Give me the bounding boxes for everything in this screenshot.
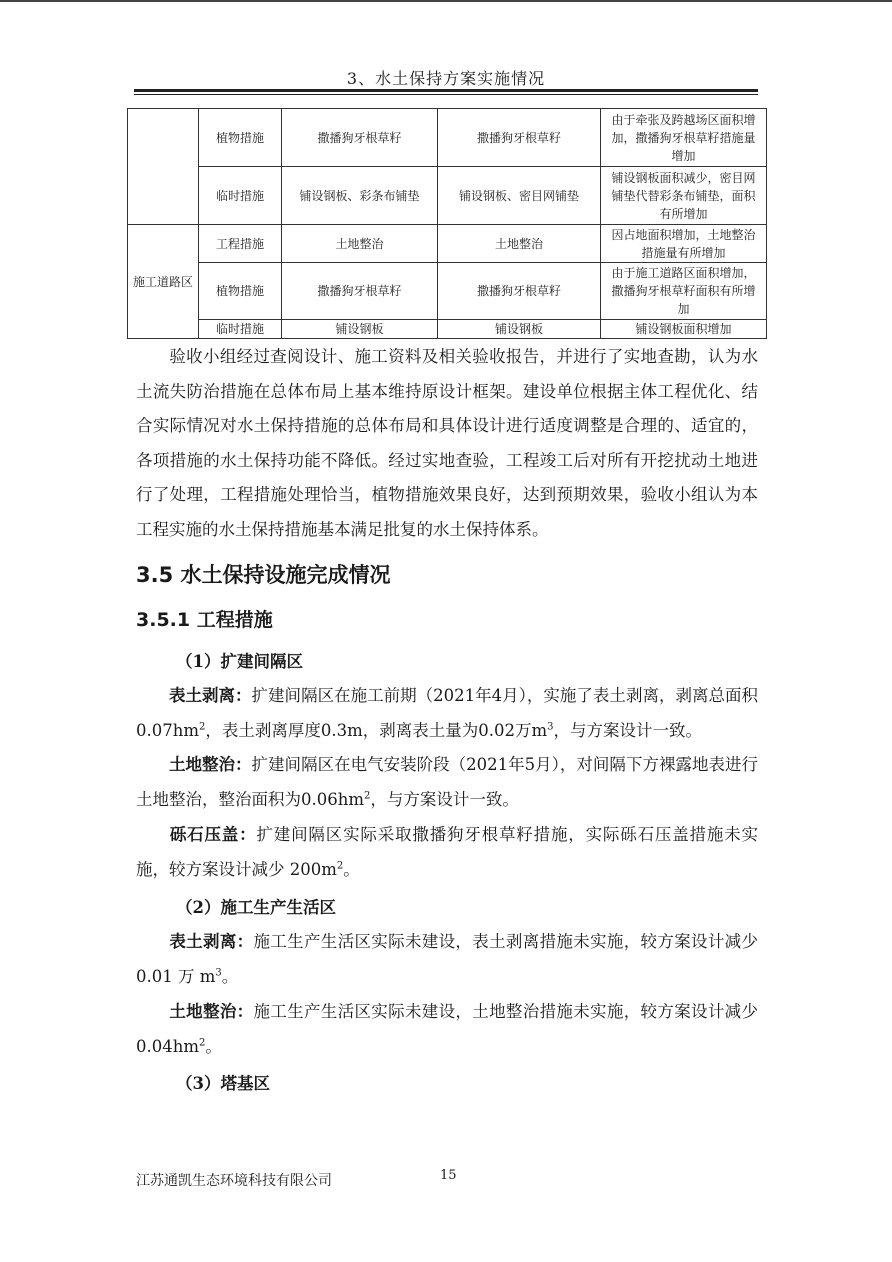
section-heading-3-5: 3.5 水土保持设施完成情况 bbox=[136, 563, 391, 587]
paragraph-text: ，与方案设计一致。 bbox=[553, 720, 703, 740]
table-cell-plan: 铺设钢板、彩条布铺垫 bbox=[282, 167, 438, 225]
table-cell-note: 铺设钢板面积增加 bbox=[601, 320, 767, 339]
superscript: 2 bbox=[199, 721, 206, 733]
table-cell-note: 铺设钢板面积减少，密目网铺垫代替彩条布铺垫，面积有所增加 bbox=[601, 167, 767, 225]
subsection-heading: （1）扩建间隔区 bbox=[176, 652, 303, 671]
subsection-heading: （3）塔基区 bbox=[176, 1074, 270, 1093]
footer-company: 江苏通凯生态环境科技有限公司 bbox=[136, 1173, 332, 1189]
paragraph-label: 表土剥离： bbox=[169, 932, 254, 951]
table-cell-type: 临时措施 bbox=[199, 167, 282, 225]
measures-comparison-table bbox=[127, 108, 767, 339]
topsoil-stripping-paragraph bbox=[136, 925, 758, 994]
paragraph-label: 砾石压盖： bbox=[169, 825, 257, 844]
table-cell-type: 工程措施 bbox=[199, 225, 282, 263]
table-cell-actual: 铺设钢板 bbox=[438, 320, 601, 339]
table-row bbox=[128, 320, 767, 339]
superscript: 2 bbox=[336, 860, 344, 872]
table-row bbox=[128, 263, 767, 320]
section-heading-3-5-1: 3.5.1 工程措施 bbox=[136, 609, 273, 631]
page-number: 15 bbox=[440, 1168, 457, 1183]
table-cell-actual: 铺设钢板、密目网铺垫 bbox=[438, 167, 601, 225]
paragraph-label: 土地整治： bbox=[169, 755, 252, 774]
paragraph-text: 施工生产生活区实际未建设，表土剥离措施未实施，较方案设计减少 0.01 万 m bbox=[136, 932, 759, 986]
table-cell-note: 由于施工道路区面积增加，撒播狗牙根草籽面积有所增加 bbox=[601, 263, 767, 320]
table-cell-note: 由于牵张及跨越场区面积增加，撒播狗牙根草籽措施量增加 bbox=[601, 109, 767, 167]
table-cell-actual: 土地整治 bbox=[438, 225, 601, 263]
table-cell-type: 临时措施 bbox=[199, 320, 282, 339]
region-label: 施工道路区 bbox=[132, 274, 193, 289]
running-header-title: 3、水土保持方案实施情况 bbox=[346, 69, 546, 88]
table-cell-actual: 撒播狗牙根草籽 bbox=[438, 109, 601, 167]
header-rule-thin bbox=[134, 94, 758, 95]
paragraph-text: 。 bbox=[343, 859, 360, 879]
table-cell-actual: 撒播狗牙根草籽 bbox=[438, 263, 601, 320]
paragraph-text: ，表土剥离厚度0.3m，剥离表土量为0.02万m bbox=[205, 720, 548, 740]
paragraph-text: 施工生产生活区实际未建设，土地整治措施未实施，较方案设计减少0.04hm bbox=[136, 1002, 759, 1056]
land-rehabilitation-paragraph bbox=[136, 995, 758, 1064]
superscript: 2 bbox=[364, 790, 371, 802]
paragraph-text: 。 bbox=[221, 966, 239, 986]
table-row bbox=[128, 109, 767, 167]
paragraph-label: 表土剥离： bbox=[169, 686, 252, 705]
paragraph-text: 扩建间隔区实际采取撒播狗牙根草籽措施，实际砾石压盖措施未实施，较方案设计减少 200m bbox=[136, 825, 759, 879]
summary-text: 验收小组经过查阅设计、施工资料及相关验收报告，并进行了实地查勘，认为水土流失防治措施在总体布局上基本维持原设计框架。建设单位根据主体工程优化、结合实际情况对水土保持措施的总体布局和具体设计进行适度调整是合理的、适宜的，各项措施的水土保持功能不降低。经过实地查验，工程竣工后对所有开挖扰动土地进行了处理，工程措施处理恰当，植物措施效果良好，达到预期效果，验收小组认为本工程实施的水土保持措施基本满足批复的水土保持体系。 bbox=[136, 347, 758, 539]
header-rule bbox=[134, 89, 758, 92]
paragraph-text: 扩建间隔区在电气安装阶段（2021年5月），对间隔下方裸露地表进行土地整治，整治面积为0.06hm bbox=[136, 755, 758, 809]
superscript: 3 bbox=[547, 721, 554, 733]
superscript: 2 bbox=[199, 1037, 206, 1049]
land-rehabilitation-paragraph bbox=[136, 748, 758, 817]
topsoil-stripping-paragraph bbox=[136, 679, 758, 748]
table-row bbox=[128, 225, 767, 263]
table-cell-note: 因占地面积增加，土地整治措施量有所增加 bbox=[601, 225, 767, 263]
table-cell-plan: 撒播狗牙根草籽 bbox=[282, 109, 438, 167]
table-cell-region bbox=[128, 109, 199, 225]
page-top-border bbox=[0, 0, 892, 2]
table-cell-type: 植物措施 bbox=[199, 109, 282, 167]
paragraph-text: 。 bbox=[205, 1036, 222, 1056]
table-cell-plan: 撒播狗牙根草籽 bbox=[282, 263, 438, 320]
subsection-heading: （2）施工生产生活区 bbox=[176, 898, 336, 917]
table-cell-plan: 铺设钢板 bbox=[282, 320, 438, 339]
gravel-cover-paragraph bbox=[136, 818, 758, 887]
paragraph-text: 扩建间隔区在施工前期（2021年4月），实施了表土剥离，剥离总面积0.07hm bbox=[136, 686, 758, 740]
table-cell-region bbox=[128, 225, 199, 339]
superscript: 3 bbox=[215, 967, 222, 979]
table-cell-type: 植物措施 bbox=[199, 263, 282, 320]
paragraph-text: ，与方案设计一致。 bbox=[370, 789, 519, 809]
table-cell-plan: 土地整治 bbox=[282, 225, 438, 263]
summary-paragraph bbox=[136, 340, 758, 548]
table-row bbox=[128, 167, 767, 225]
paragraph-label: 土地整治： bbox=[169, 1002, 254, 1021]
